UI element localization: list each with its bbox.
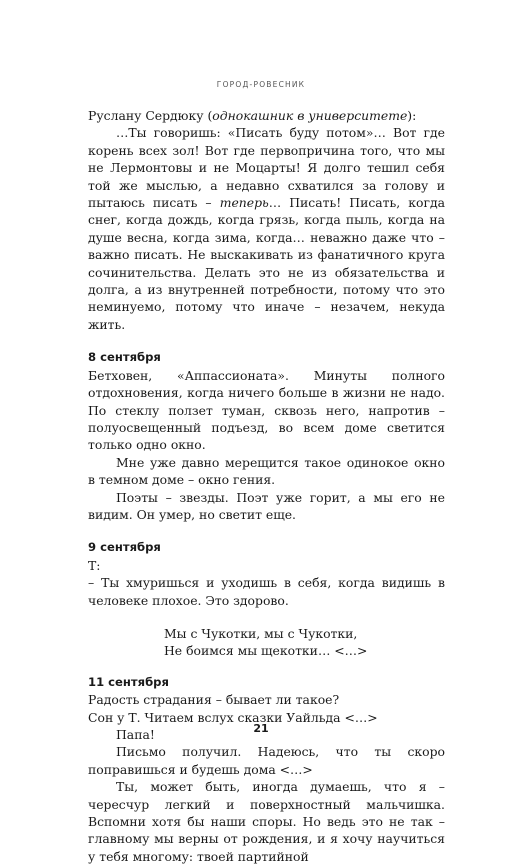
sept11-paragraph-2: Ты, может быть, иногда думаешь, что я – чересчур легкий и поверхностный мальчишка. Вспомни хотя бы наши споры. Но ведь это не так – главному мы верны от рождения, и я хочу научиться у тебя многому: твоей партийной (88, 779, 445, 864)
addressee-name: Руслану Сердюку ( (88, 108, 213, 123)
sept11-line-3: Папа! (116, 727, 155, 742)
verse (164, 625, 445, 660)
page-body (88, 107, 445, 865)
addressee-note: однокашник в университете (212, 108, 408, 123)
date-heading-sept8: 8 сентября (88, 350, 161, 365)
date-heading-sept9: 9 сентября (88, 540, 161, 555)
sept11-line-2: Сон у Т. Читаем вслух сказки Уайльда <…> (88, 709, 378, 725)
verse-line-1: Мы с Чукотки, мы с Чукотки, (164, 625, 358, 641)
date-heading-sept11: 11 сентября (88, 674, 169, 689)
letter-body-part2: … Писать! Писать, когда снег, когда дождь, когда грязь, когда пыль, когда на душе весна, когда зима, когда… неважно даже что – важно писать. Не выскакивать из фанатичного круга сочинительства. Делать это не из обязательства и долга, а из внутренней потребности, потому что это неминуемо, потому что иначе – незачем, некуда жить. (88, 195, 445, 332)
sept8-paragraph-1: Бетховен, «Аппассионата». Минуты полного отдохновения, когда ничего больше в жизни не надо. По стеклу ползет туман, сквозь него, напротив – полуосвещенный подъезд, во всем доме светится только одно окно. (88, 367, 445, 453)
letter-body (88, 124, 445, 333)
sept11-line-1: Радость страдания – бывает ли такое? (88, 692, 340, 708)
letter-body-part1: …Ты говоришь: «Писать буду потом»… Вот где корень всех зол! Вот где первопричина того, что мы не Лермонтовы и не Моцарты! Я долго тешил себя той же мыслью, а недавно схватился за голову и пытаюсь писать – (88, 125, 445, 211)
sept8-paragraph-3: Поэты – звезды. Поэт уже горит, а мы его не видим. Он умер, но светит еще. (88, 489, 445, 522)
sept8-paragraph-2: Мне уже давно мерещится такое одинокое окно в темном доме – окно гения. (88, 454, 445, 488)
letter-addressee (88, 107, 445, 124)
sept9-paragraph-1: – Ты хмуришься и уходишь в себя, когда видишь в человеке плохое. Это здорово. (88, 575, 445, 608)
sept11-paragraph-1: Письмо получил. Надеюсь, что ты скоро поправишься и будешь дома <…> (88, 744, 445, 777)
page-number: 21 (253, 722, 269, 735)
letter-body-emphasis: теперь (219, 195, 269, 211)
sept9-speaker: Т: (88, 557, 101, 573)
addressee-end: ): (407, 108, 417, 123)
verse-line-2: Не боимся мы щекотки… <…> (164, 643, 368, 659)
running-head: ГОРОД-РОВЕСНИК (216, 80, 306, 89)
